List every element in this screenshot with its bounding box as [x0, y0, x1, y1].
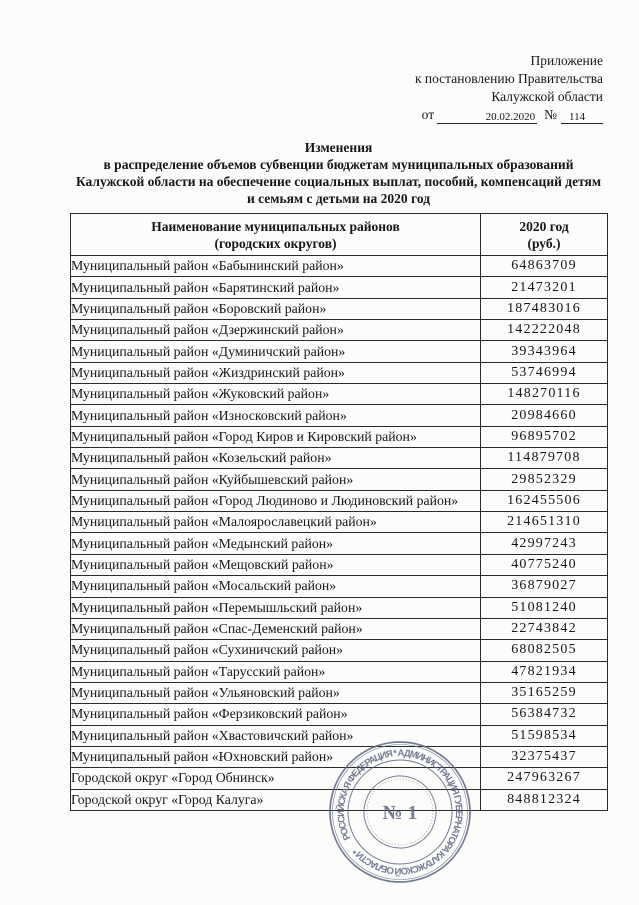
subvention-amount-cell: 21473201 — [481, 277, 608, 298]
subvention-amount-cell: 20984660 — [481, 405, 608, 426]
title-line-3: Калужской области на обеспечение социальных выплат, пособий, компенсаций детям — [75, 174, 602, 189]
table-header-row — [71, 214, 608, 256]
subvention-amount-cell: 68082505 — [481, 640, 608, 661]
number-blank — [561, 111, 603, 124]
region-name: Калужской области — [491, 89, 603, 104]
district-name-cell: Муниципальный район «Ульяновский район» — [71, 682, 481, 703]
district-name-cell: Муниципальный район «Медынский район» — [71, 533, 481, 554]
district-name-cell: Муниципальный район «Ферзиковский район» — [71, 704, 481, 725]
district-name-cell: Муниципальный район «Боровский район» — [71, 298, 481, 319]
district-name-cell: Муниципальный район «Износковский район» — [71, 405, 481, 426]
appendix-header — [415, 52, 603, 124]
subvention-amount-cell: 64863709 — [481, 256, 608, 277]
district-name-cell: Муниципальный район «Город Киров и Кировский район» — [71, 426, 481, 447]
subvention-amount-cell: 96895702 — [481, 426, 608, 447]
subvention-amount-cell: 51081240 — [481, 597, 608, 618]
district-name-cell: Муниципальный район «Думиничский район» — [71, 341, 481, 362]
table-row — [71, 768, 608, 789]
column-header-district-line-2: (городских округов) — [214, 235, 337, 251]
district-name-cell: Городской округ «Город Обнинск» — [71, 768, 481, 789]
seal-center-number: № 1 — [382, 802, 418, 824]
table-row — [71, 384, 608, 405]
table-row — [71, 256, 608, 277]
subvention-amount-cell: 187483016 — [481, 298, 608, 319]
table-row — [71, 640, 608, 661]
district-name-cell: Муниципальный район «Юхновский район» — [71, 746, 481, 767]
resolution-reference: к постановлению Правительства — [414, 71, 603, 86]
district-name-cell: Муниципальный район «Малоярославецкий район» — [71, 512, 481, 533]
subvention-table — [70, 213, 608, 811]
district-name-cell: Муниципальный район «Перемышльский район» — [71, 597, 481, 618]
district-name-cell: Муниципальный район «Мещовский район» — [71, 554, 481, 575]
subvention-amount-cell: 29852329 — [481, 469, 608, 490]
title-line-2: в распределение объемов субвенции бюджетам муниципальных образований — [103, 157, 574, 172]
table-row — [71, 426, 608, 447]
seal-ring-text: РОССИЙСКАЯ ФЕДЕРАЦИЯ * АДМИНИСТРАЦИЯ ГУБЕРНАТОРА КАЛУЖСКОЙ ОБЛАСТИ * — [335, 747, 465, 877]
table-row — [71, 405, 608, 426]
table-row — [71, 576, 608, 597]
subvention-amount-cell: 114879708 — [481, 448, 608, 469]
district-name-cell: Муниципальный район «Тарусский район» — [71, 661, 481, 682]
column-header-amount-line-2: (руб.) — [527, 235, 561, 251]
district-name-cell: Муниципальный район «Сухиничский район» — [71, 640, 481, 661]
district-name-cell: Муниципальный район «Город Людиново и Людиновский район» — [71, 490, 481, 511]
column-header-district — [71, 214, 481, 256]
subvention-amount-cell: 848812324 — [481, 789, 608, 810]
column-header-district-line-1: Наименование муниципальных районов — [151, 218, 400, 234]
subvention-amount-cell: 56384732 — [481, 704, 608, 725]
appendix-label: Приложение — [530, 53, 603, 68]
table-row — [71, 320, 608, 341]
table-row — [71, 725, 608, 746]
table-row — [71, 533, 608, 554]
district-name-cell: Муниципальный район «Барятинский район» — [71, 277, 481, 298]
number-sign: № — [544, 107, 557, 122]
table-row — [71, 277, 608, 298]
date-blank — [437, 111, 537, 124]
subvention-amount-cell: 32375437 — [481, 746, 608, 767]
table-row — [71, 512, 608, 533]
district-name-cell: Муниципальный район «Мосальский район» — [71, 576, 481, 597]
resolution-date-line — [415, 106, 603, 124]
district-name-cell: Городской округ «Город Калуга» — [71, 789, 481, 810]
column-header-amount — [481, 214, 608, 256]
table-row — [71, 490, 608, 511]
table-row — [71, 661, 608, 682]
subvention-amount-cell: 162455506 — [481, 490, 608, 511]
subvention-amount-cell: 36879027 — [481, 576, 608, 597]
district-name-cell: Муниципальный район «Жуковский район» — [71, 384, 481, 405]
district-name-cell: Муниципальный район «Дзержинский район» — [71, 320, 481, 341]
subvention-amount-cell: 42997243 — [481, 533, 608, 554]
title-line-1: Изменения — [304, 140, 373, 155]
document-title — [70, 139, 607, 207]
district-name-cell: Муниципальный район «Куйбышевский район» — [71, 469, 481, 490]
table-row — [71, 704, 608, 725]
table-row — [71, 362, 608, 383]
table-body — [71, 256, 608, 811]
subvention-amount-cell: 22743842 — [481, 618, 608, 639]
subvention-amount-cell: 40775240 — [481, 554, 608, 575]
table-row — [71, 448, 608, 469]
table-row — [71, 554, 608, 575]
date-prefix: от — [421, 107, 435, 122]
subvention-amount-cell: 51598534 — [481, 725, 608, 746]
subvention-amount-cell: 47821934 — [481, 661, 608, 682]
column-header-amount-line-1: 2020 год — [519, 218, 569, 234]
table-row — [71, 469, 608, 490]
table-row — [71, 682, 608, 703]
table-row — [71, 597, 608, 618]
subvention-amount-cell: 142222048 — [481, 320, 608, 341]
district-name-cell: Муниципальный район «Жиздринский район» — [71, 362, 481, 383]
table-row — [71, 341, 608, 362]
subvention-amount-cell: 214651310 — [481, 512, 608, 533]
district-name-cell: Муниципальный район «Козельский район» — [71, 448, 481, 469]
table-row — [71, 746, 608, 767]
subvention-amount-cell: 35165259 — [481, 682, 608, 703]
table-row — [71, 789, 608, 810]
resolution-number: 114 — [569, 111, 586, 123]
subvention-amount-cell: 39343964 — [481, 341, 608, 362]
table-row — [71, 618, 608, 639]
table-row — [71, 298, 608, 319]
title-line-4: и семьям с детьми на 2020 год — [246, 191, 431, 206]
subvention-amount-cell: 148270116 — [481, 384, 608, 405]
district-name-cell: Муниципальный район «Бабынинский район» — [71, 256, 481, 277]
district-name-cell: Муниципальный район «Спас-Деменский район» — [71, 618, 481, 639]
subvention-amount-cell: 247963267 — [481, 768, 608, 789]
district-name-cell: Муниципальный район «Хвастовичский район» — [71, 725, 481, 746]
resolution-date: 20.02.2020 — [485, 111, 536, 123]
subvention-amount-cell: 53746994 — [481, 362, 608, 383]
